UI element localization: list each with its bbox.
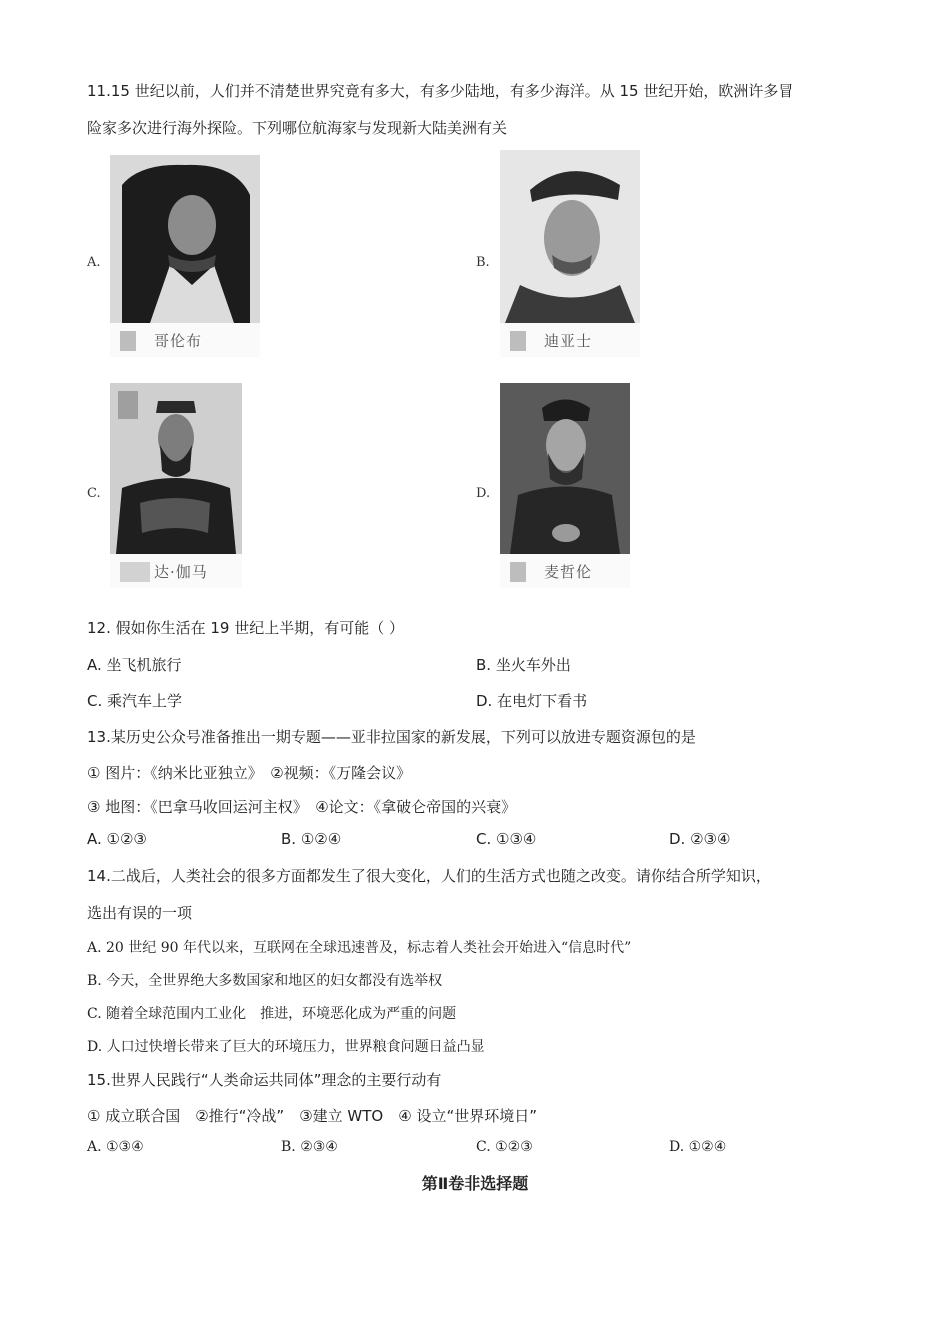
q13-option-a[interactable]: A. ①②③: [87, 830, 147, 848]
q14-option-b[interactable]: B. 今天，全世界绝大多数国家和地区的妇女都没有选举权: [87, 973, 443, 989]
q14-option-c[interactable]: C. 随着全球范围内工业化 推进，环境恶化成为严重的问题: [87, 1006, 457, 1022]
magellan-portrait-image: [500, 383, 630, 554]
q15-stem: 15.世界人民践行“人类命运共同体”理念的主要行动有: [87, 1071, 442, 1089]
q11-option-a-label[interactable]: A.: [87, 255, 101, 270]
q15-option-c[interactable]: C. ①②③: [476, 1139, 533, 1155]
q11-option-c-caption: 达·伽马: [154, 563, 208, 581]
q11-option-a-caption: 哥伦布: [154, 332, 203, 350]
q12-option-c[interactable]: C. 乘汽车上学: [87, 692, 183, 710]
q11-option-c-caption-bar: [110, 554, 242, 588]
q12-option-b[interactable]: B. 坐火车外出: [476, 656, 571, 674]
columbus-portrait-image: [110, 155, 260, 323]
q13-stem: 13.某历史公众号准备推出一期专题——亚非拉国家的新发展，下列可以放进专题资源包的是: [87, 728, 696, 746]
q11-stem-line1: 11.15 世纪以前，人们并不清楚世界究竟有多大，有多少陆地，有多少海洋。从 15 世纪开始，欧洲许多冒: [87, 82, 794, 100]
caption-redaction-block: [510, 331, 526, 351]
q14-stem-line1: 14.二战后，人类社会的很多方面都发生了很大变化，人们的生活方式也随之改变。请你结合所学知识，: [87, 867, 771, 885]
q11-stem-line2: 险家多次进行海外探险。下列哪位航海家与发现新大陆美洲有关: [87, 119, 508, 137]
q13-items-line1: ① 图片：《纳米比亚独立》 ②视频：《万隆会议》: [87, 764, 412, 782]
q11-option-c-label[interactable]: C.: [87, 486, 101, 501]
section-title: 第Ⅱ卷非选择题: [421, 1174, 529, 1193]
q13-option-d[interactable]: D. ②③④: [669, 830, 731, 848]
q15-option-d[interactable]: D. ①②④: [669, 1139, 727, 1155]
dias-portrait-image: [500, 150, 640, 323]
q11-option-b-caption-bar: [500, 323, 640, 357]
q11-option-b-label[interactable]: B.: [476, 255, 490, 270]
caption-redaction-block: [120, 331, 136, 351]
q13-option-b[interactable]: B. ①②④: [281, 830, 342, 848]
q11-option-c-portrait[interactable]: [110, 383, 242, 588]
q14-option-a[interactable]: A. 20 世纪 90 年代以来，互联网在全球迅速普及，标志着人类社会开始进入“信息时代”: [87, 940, 632, 956]
q12-stem: 12. 假如你生活在 19 世纪上半期，有可能（ ）: [87, 619, 405, 637]
caption-redaction-block: [510, 562, 526, 582]
caption-redaction-block: [120, 562, 150, 582]
da-gama-portrait-image: [110, 383, 242, 554]
q15-option-a[interactable]: A. ①③④: [87, 1139, 144, 1155]
q14-option-d[interactable]: D. 人口过快增长带来了巨大的环境压力，世界粮食问题日益凸显: [87, 1039, 485, 1055]
q14-stem-line2: 选出有误的一项: [87, 904, 193, 922]
q11-option-d-caption-bar: [500, 554, 630, 588]
q15-items: ① 成立联合国 ②推行“冷战” ③建立 WTO ④ 设立“世界环境日”: [87, 1107, 537, 1125]
q11-option-b-caption: 迪亚士: [544, 332, 593, 350]
q11-option-b-portrait[interactable]: [500, 150, 640, 357]
q13-items-line2: ③ 地图：《巴拿马收回运河主权》 ④论文：《拿破仑帝国的兴衰》: [87, 798, 517, 816]
q11-option-d-caption: 麦哲伦: [544, 563, 593, 581]
q13-option-c[interactable]: C. ①③④: [476, 830, 537, 848]
q11-option-d-portrait[interactable]: [500, 383, 630, 588]
q11-option-a-caption-bar: [110, 323, 260, 357]
q11-option-d-label[interactable]: D.: [476, 486, 491, 501]
q15-option-b[interactable]: B. ②③④: [281, 1139, 338, 1155]
q12-option-d[interactable]: D. 在电灯下看书: [476, 692, 588, 710]
q12-option-a[interactable]: A. 坐飞机旅行: [87, 656, 182, 674]
q11-option-a-portrait[interactable]: [110, 155, 260, 357]
